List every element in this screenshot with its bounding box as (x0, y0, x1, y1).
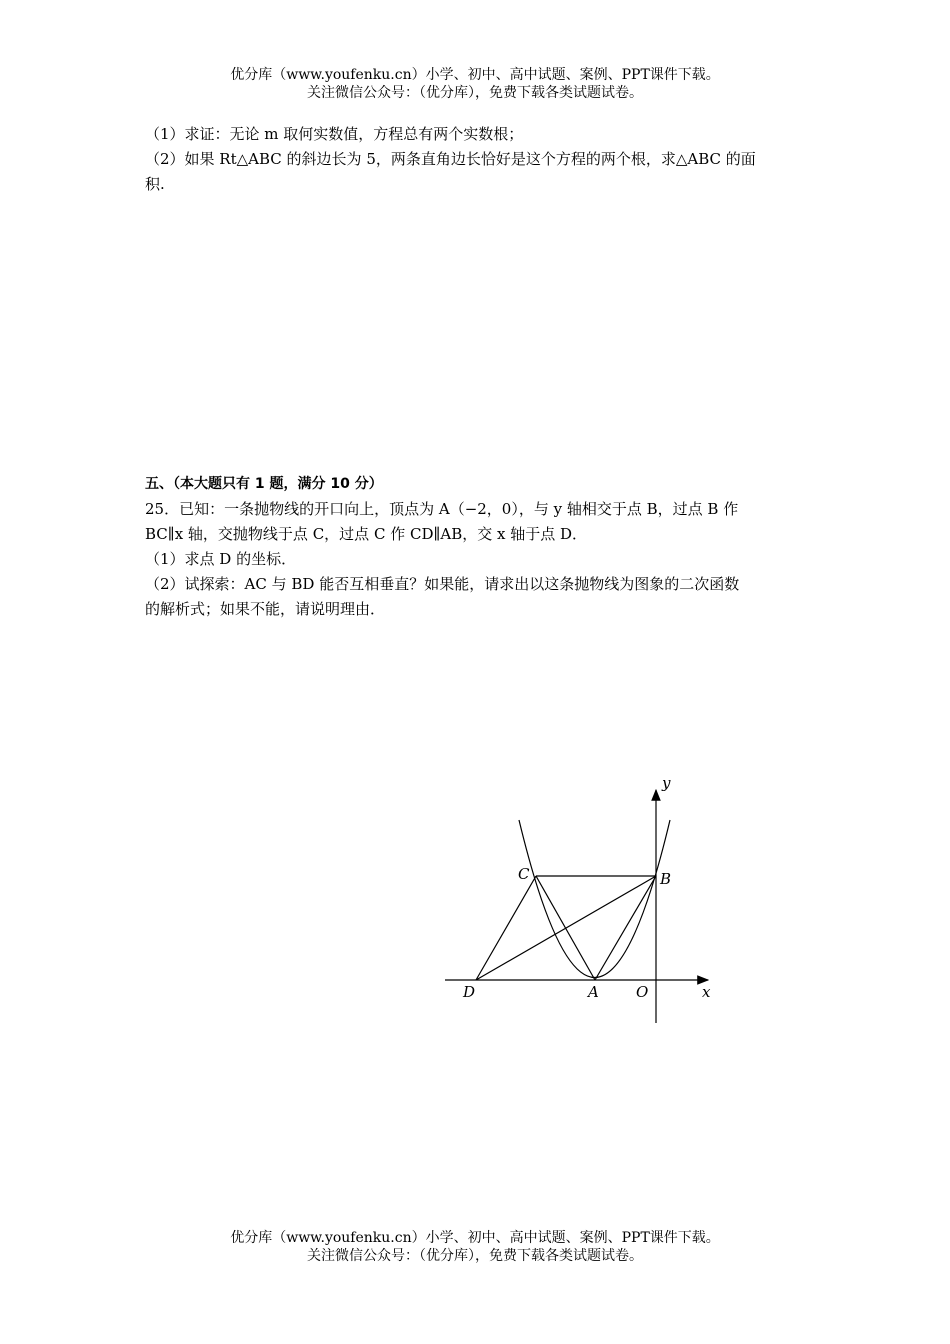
parabola-curve (519, 820, 670, 978)
q24-part-1: （1）求证：无论 m 取何实数值，方程总有两个实数根； (145, 125, 524, 143)
q25-part-1: （1）求点 D 的坐标． (145, 550, 297, 568)
segment-cd (476, 876, 536, 980)
label-a: A (588, 983, 599, 1001)
page-footer (0, 1229, 950, 1265)
q25-stem-line-1: 25．已知：一条抛物线的开口向上，顶点为 A（−2，0），与 y 轴相交于点 B，过点 B 作 (145, 500, 739, 518)
header-line-1: 优分库（www.youfenku.cn）小学、初中、高中试题、案例、PPT课件下载。 (230, 67, 720, 83)
footer-line-1: 优分库（www.youfenku.cn）小学、初中、高中试题、案例、PPT课件下载。 (230, 1230, 720, 1246)
label-b: B (660, 870, 672, 888)
section-5-title: 五、（本大题只有 1 题，满分 10 分） (145, 476, 383, 492)
segment-bd (476, 876, 656, 980)
page-header (0, 66, 950, 102)
label-y: y (662, 774, 671, 792)
footer-line-2: 关注微信公众号：（优分库），免费下载各类试题试卷。 (307, 1248, 643, 1264)
header-line-2: 关注微信公众号：（优分库），免费下载各类试题试卷。 (307, 85, 643, 101)
q24-part-2-line-2: 积. (145, 175, 165, 193)
label-x: x (702, 983, 711, 1001)
parabola-diagram-svg (440, 770, 720, 1030)
segment-ab (595, 876, 656, 980)
parabola-figure (440, 770, 720, 1030)
q25-part-2-line-1: （2）试探索：AC 与 BD 能否互相垂直？如果能，请求出以这条抛物线为图象的二次函数 (145, 575, 740, 593)
label-c: C (518, 865, 530, 883)
q24-part-2-line-1: （2）如果 Rt△ABC 的斜边长为 5，两条直角边长恰好是这个方程的两个根，求△ABC 的面 (145, 150, 756, 168)
q25-part-2-line-2: 的解析式；如果不能，请说明理由． (145, 600, 386, 618)
label-d: D (463, 983, 476, 1001)
section-5 (145, 472, 810, 622)
label-o: O (636, 983, 649, 1001)
q25-stem-line-2: BC∥x 轴，交抛物线于点 C，过点 C 作 CD∥AB，交 x 轴于点 D． (145, 525, 588, 543)
question-24-continuation (145, 122, 810, 197)
